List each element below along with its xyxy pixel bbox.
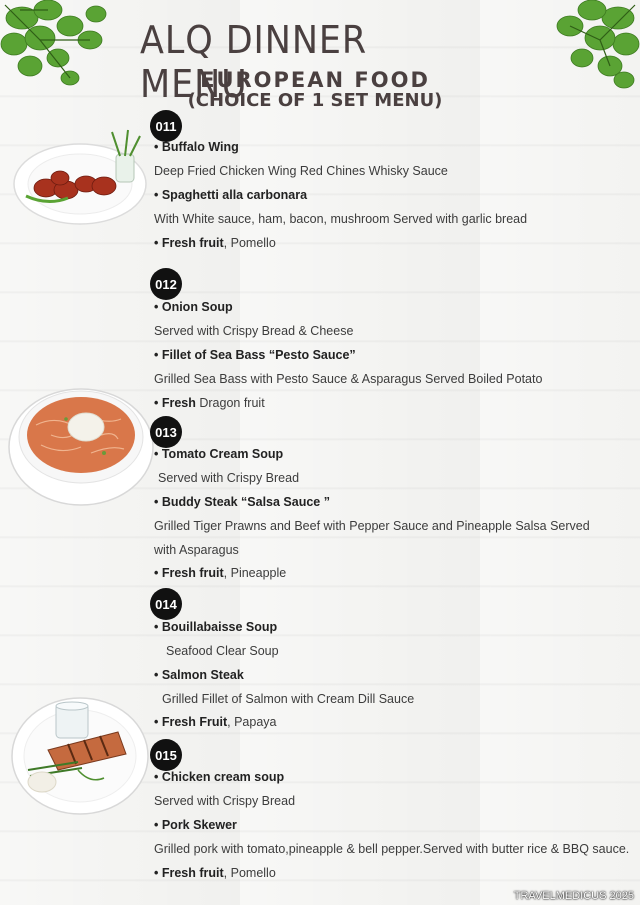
fresh-fruit-label: • Fresh <box>154 396 196 410</box>
set-menu-number-badge: 013 <box>150 416 182 448</box>
dish-description: Grilled Tiger Prawns and Beef with Pepper Sauce and Pineapple Salsa Served <box>154 519 590 533</box>
dish-description: Served with Crispy Bread & Cheese <box>154 324 354 338</box>
dish-name: • Tomato Cream Soup <box>154 447 284 461</box>
onion-soup-bowl-image <box>6 375 156 510</box>
fresh-fruit-label: • Fresh fruit <box>154 236 224 250</box>
dish-description: Grilled Sea Bass with Pesto Sauce & Asparagus Served Boiled Potato <box>154 372 543 386</box>
dish-description: Grilled pork with tomato,pineapple & bell pepper.Served with butter rice & BBQ sauce. <box>154 842 630 856</box>
dish-description: Served with Crispy Bread <box>154 794 296 808</box>
fresh-fruit-value: , Pomello <box>223 236 276 250</box>
fresh-fruit-label: • Fresh fruit <box>154 566 224 580</box>
parsley-leaves-left-icon <box>0 0 120 95</box>
fresh-fruit-line <box>154 236 276 250</box>
dish-name: • Salmon Steak <box>154 668 244 682</box>
dish-name: • Bouillabaisse Soup <box>154 620 278 634</box>
menu-choice-note: (CHOICE OF 1 SET MENU) <box>187 90 443 111</box>
dish-description: Deep Fried Chicken Wing Red Chines Whisky Sauce <box>154 164 448 178</box>
dish-name: • Buffalo Wing <box>154 140 239 154</box>
dish-description: With White sauce, ham, bacon, mushroom Served with garlic bread <box>154 212 528 226</box>
dish-name: • Fillet of Sea Bass “Pesto Sauce” <box>154 348 356 362</box>
fresh-fruit-label: • Fresh Fruit <box>154 715 228 729</box>
fresh-fruit-line <box>154 715 276 729</box>
page-subtitle: EUROPEAN FOOD <box>200 68 430 92</box>
fresh-fruit-value: Dragon fruit <box>195 396 265 410</box>
fresh-fruit-value: , Pineapple <box>223 566 287 580</box>
watermark: TRAVELMEDICUS 2025 <box>513 890 634 902</box>
set-menu-number-badge: 012 <box>150 268 182 300</box>
dish-name: • Chicken cream soup <box>154 770 285 784</box>
fresh-fruit-line <box>154 566 286 580</box>
set-menu-number-badge: 014 <box>150 588 182 620</box>
page-title: ALQ DINNER MENU <box>140 18 368 106</box>
fresh-fruit-value: , Papaya <box>227 715 277 729</box>
fresh-fruit-label: • Fresh fruit <box>154 866 224 880</box>
dish-description: Served with Crispy Bread <box>158 471 300 485</box>
dish-description: Grilled Fillet of Salmon with Cream Dill Sauce <box>162 692 415 706</box>
set-menu-number-badge: 011 <box>150 110 182 142</box>
parsley-leaves-right-icon <box>520 0 640 95</box>
dish-name: • Spaghetti alla carbonara <box>154 188 308 202</box>
dish-description: Seafood Clear Soup <box>166 644 279 658</box>
dish-name: • Pork Skewer <box>154 818 237 832</box>
fresh-fruit-line <box>154 396 265 410</box>
dish-name: • Buddy Steak “Salsa Sauce ” <box>154 495 330 509</box>
dish-description-continued: with Asparagus <box>154 543 239 557</box>
salmon-steak-plate-image <box>8 692 153 817</box>
dish-name: • Onion Soup <box>154 300 233 314</box>
fresh-fruit-line <box>154 866 276 880</box>
set-menu-number-badge: 015 <box>150 739 182 771</box>
fresh-fruit-value: , Pomello <box>223 866 276 880</box>
chicken-wings-plate-image <box>8 128 153 228</box>
